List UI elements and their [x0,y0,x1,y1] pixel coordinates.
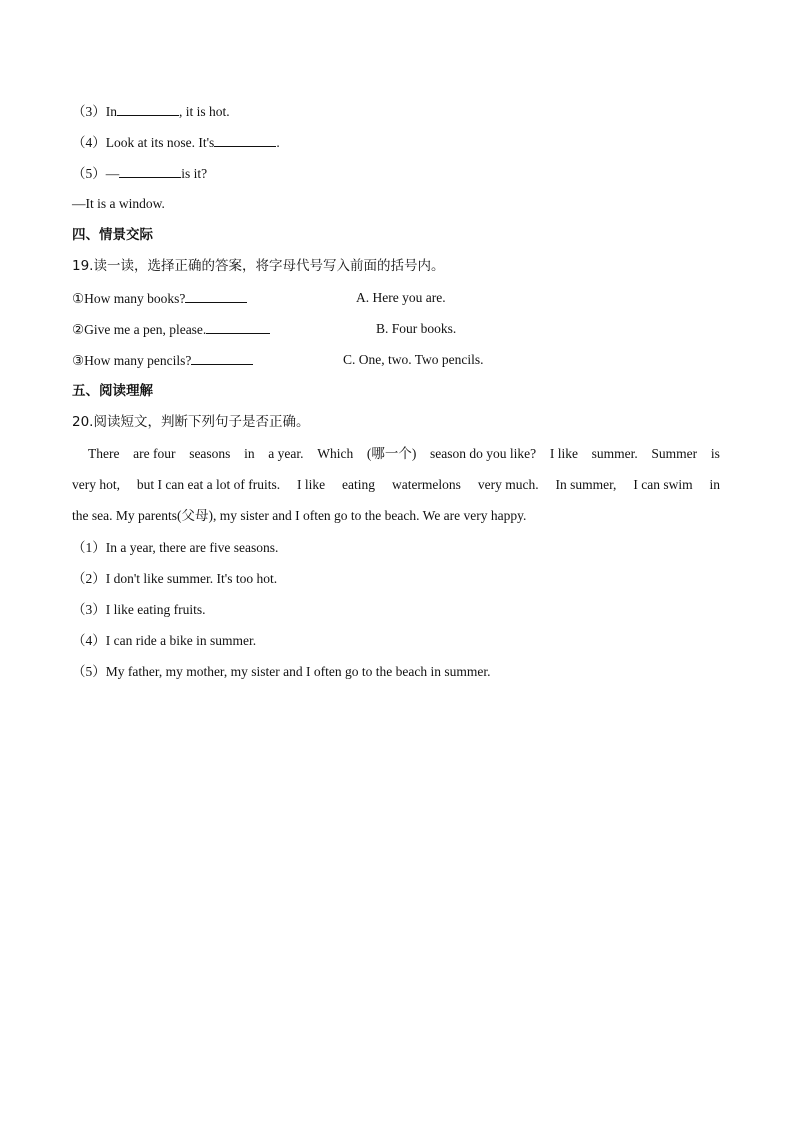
passage-word: I like [549,446,578,461]
passage-word: There [88,446,120,461]
passage-word: are four [133,446,176,461]
answer-blank[interactable] [185,289,247,303]
passage-word: season do you like? [430,446,537,461]
statement-5: （5）My father, my mother, my sister and I often go to the beach in summer. [72,664,491,679]
passage-line-3: the sea. My parents(父母), my sister and I often go to the beach. We are very happy. [72,508,527,523]
section-5-heading: 五、阅读理解 [72,383,153,399]
match-item-3-left [72,351,253,370]
question-20-instruction: 20.阅读短文，判断下列句子是否正确。 [72,414,310,430]
answer-blank[interactable] [117,102,179,116]
question-4-line [72,133,280,152]
passage-word: seasons [189,446,231,461]
passage-word: in [709,477,720,492]
match-item-text: ②Give me a pen, please. [72,322,207,337]
match-option-b: B. Four books. [376,321,457,336]
question-3-suffix: , it is hot. [179,104,230,119]
answer-blank[interactable] [119,164,181,178]
statement-3: （3）I like eating fruits. [72,602,206,617]
passage-word: a year. [268,446,304,461]
passage-word: eating [342,477,376,492]
passage-word: Summer [651,446,698,461]
passage-word: watermelons [391,477,461,492]
question-3-line [72,102,230,121]
statement-1: （1）In a year, there are five seasons. [72,540,279,555]
question-4-suffix: . [276,135,280,150]
passage-line-2 [72,476,720,494]
answer-blank[interactable] [206,320,270,334]
passage-word: very much. [477,477,539,492]
match-item-1-left [72,289,247,308]
passage-line-1 [72,445,720,463]
match-option-c: C. One, two. Two pencils. [343,352,484,367]
match-item-2-left [72,320,270,339]
passage-word: Which [317,446,354,461]
passage-word: I like [297,477,326,492]
passage-word: but I can eat a lot of fruits. [136,477,281,492]
question-4-prefix: （4）Look at its nose. It's [72,135,215,150]
statement-2: （2）I don't like summer. It's too hot. [72,571,278,586]
section-4-heading: 四、情景交际 [72,227,153,243]
passage-word: summer. [591,446,638,461]
question-19-instruction: 19.读一读，选择正确的答案，将字母代号写入前面的括号内。 [72,258,445,274]
question-5-line [72,164,207,183]
question-5-answer: —It is a window. [72,196,165,211]
match-item-text: ①How many books? [72,291,186,306]
passage-word: In summer, [555,477,617,492]
passage-word: (哪一个) [366,446,417,461]
match-item-text: ③How many pencils? [72,353,192,368]
statement-4: （4）I can ride a bike in summer. [72,633,257,648]
passage-word: is [710,446,720,461]
answer-blank[interactable] [214,133,276,147]
answer-blank[interactable] [191,351,253,365]
passage-word: in [244,446,255,461]
passage-word: I can swim [633,477,693,492]
question-5-prefix: （5）— [72,166,120,181]
question-3-prefix: （3）In [72,104,117,119]
passage-word: very hot, [72,477,120,492]
match-option-a: A. Here you are. [356,290,446,305]
question-5-suffix: is it? [181,166,208,181]
